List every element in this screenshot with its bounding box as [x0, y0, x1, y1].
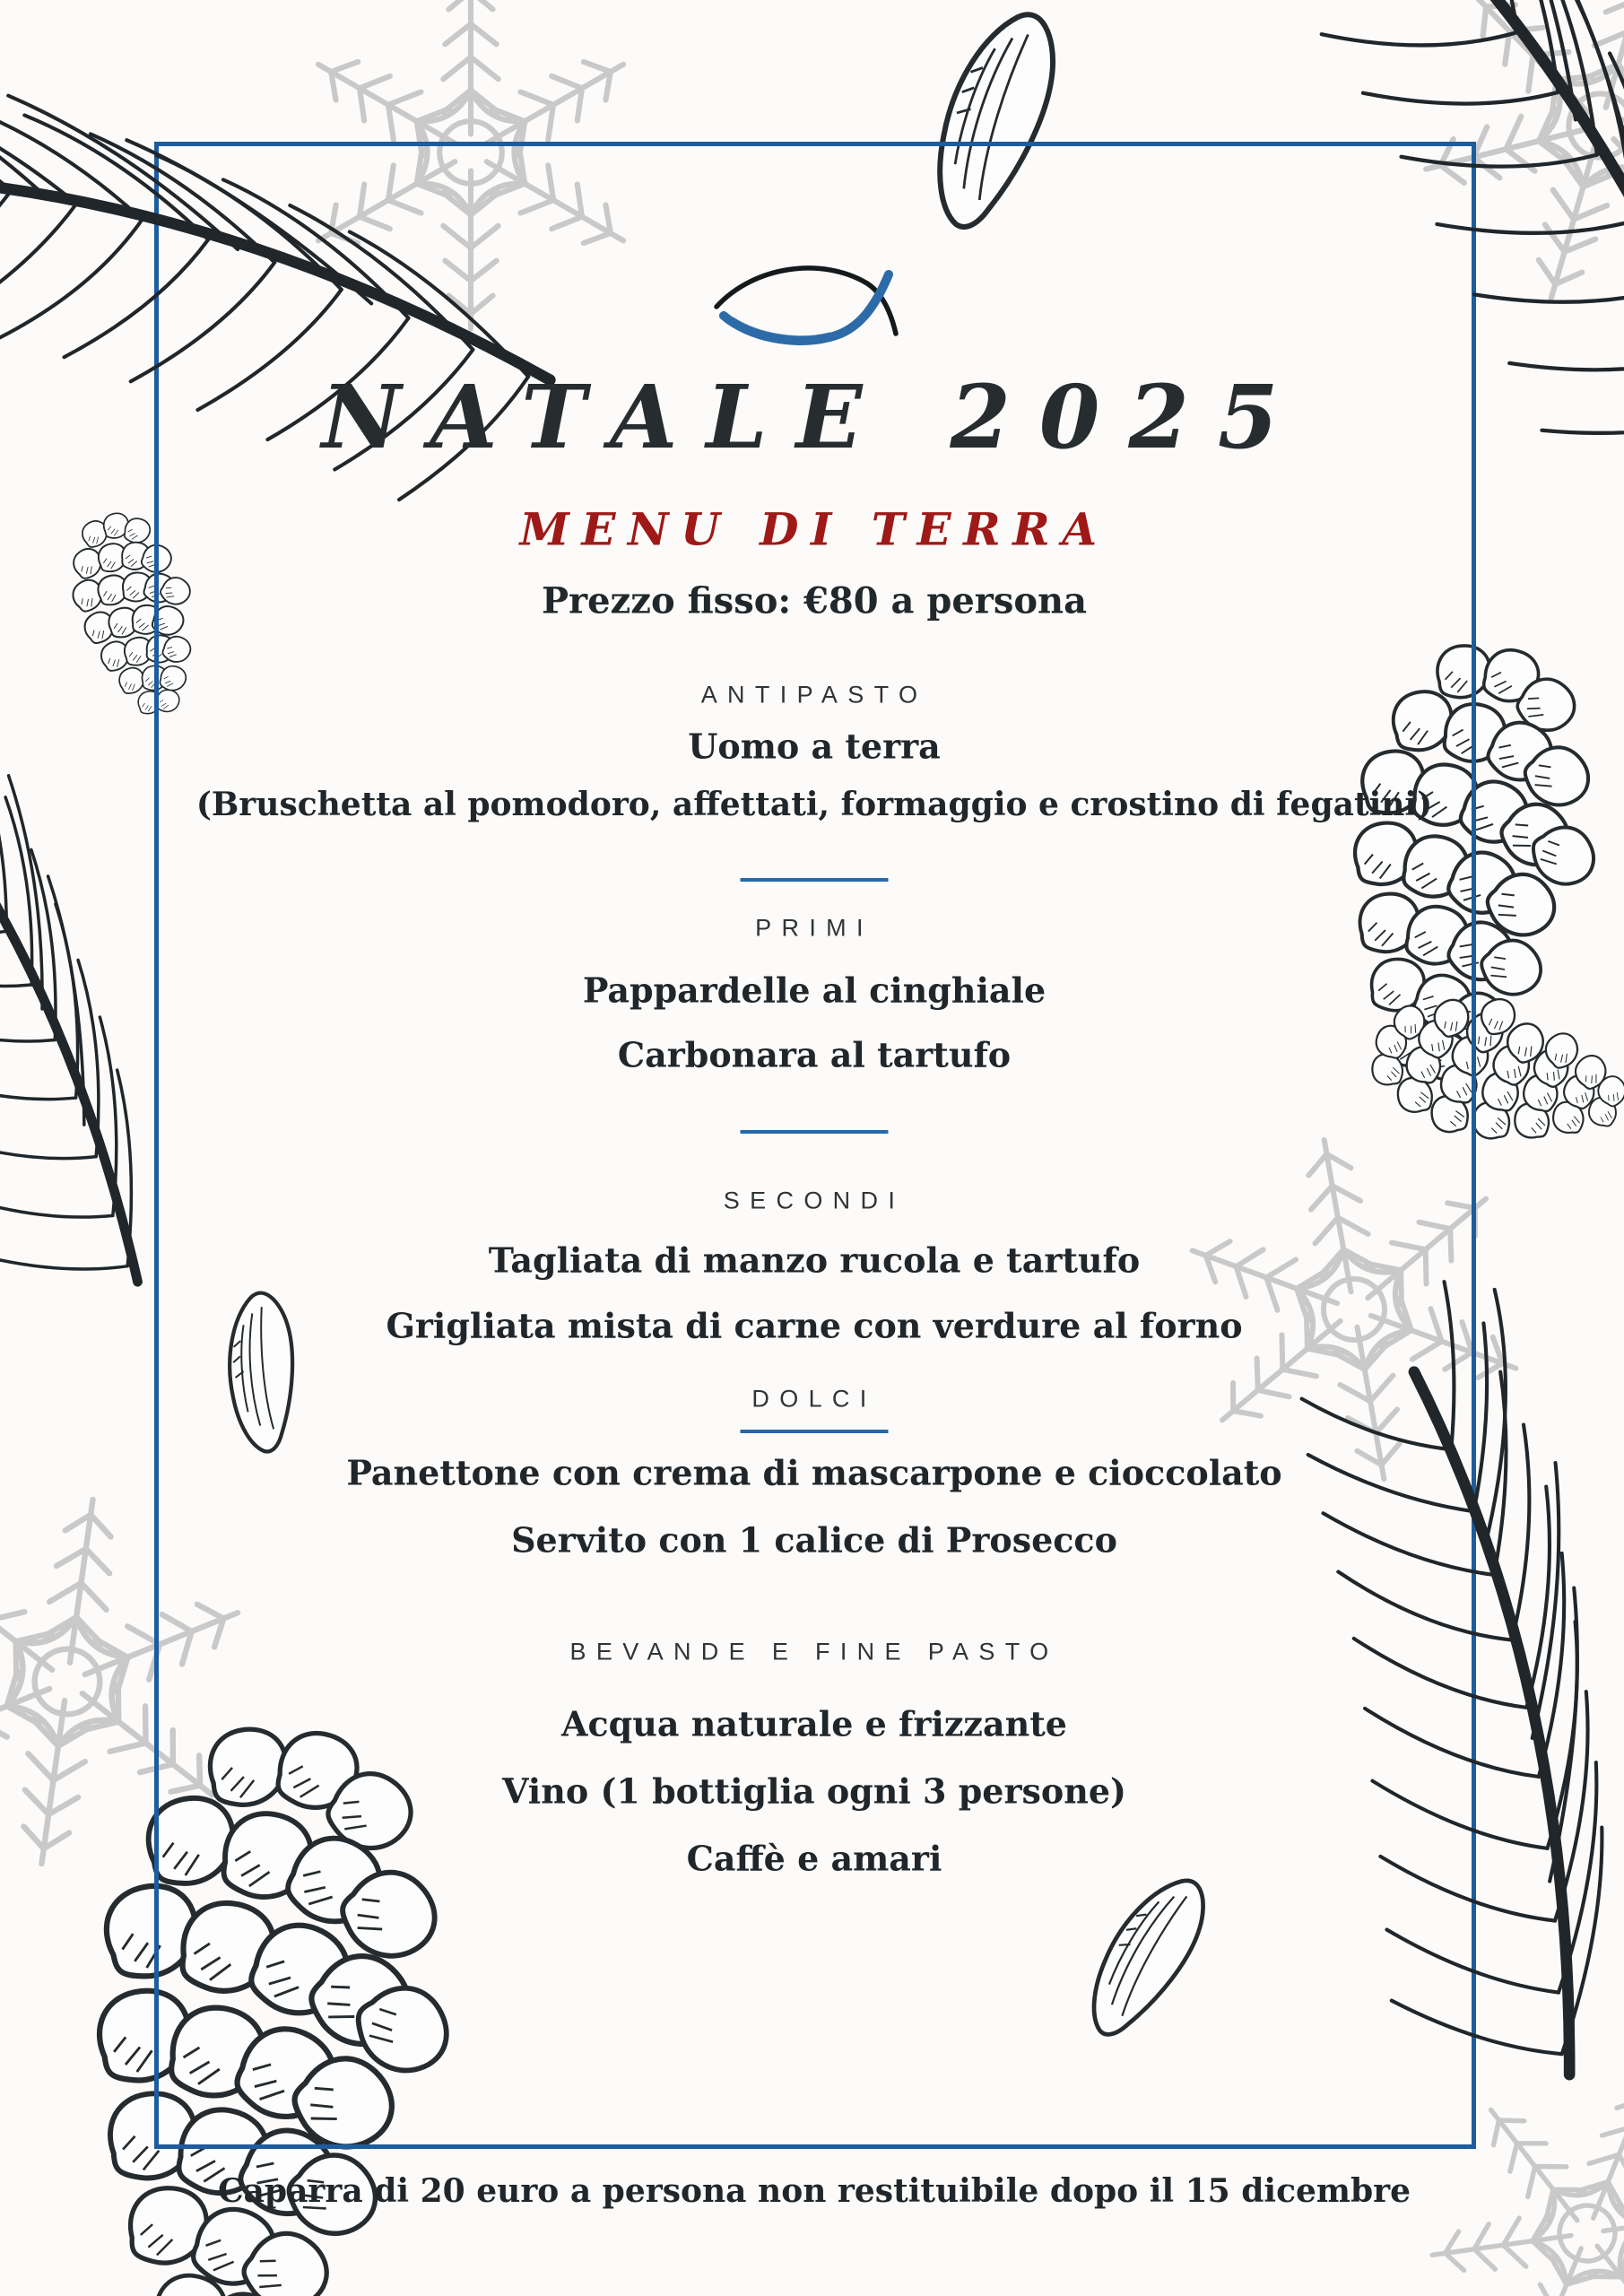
price-note: Prezzo fisso: €80 a persona — [541, 579, 1088, 622]
section-divider — [741, 878, 889, 882]
menu-item: Uomo a terra — [688, 726, 941, 767]
menu-item: Carbonara al tartufo — [617, 1034, 1012, 1075]
section-header-primi: PRIMI — [755, 914, 873, 942]
section-divider — [741, 1430, 889, 1433]
deposit-note: Caparra di 20 euro a persona non restituibile dopo il 15 dicembre — [217, 2172, 1411, 2210]
section-header-bevande: BEVANDE E FINE PASTO — [569, 1638, 1059, 1665]
menu-item: Servito con 1 calice di Prosecco — [511, 1519, 1117, 1561]
menu-item: Vino (1 bottiglia ogni 3 persone) — [501, 1770, 1127, 1812]
section-header-antipasto: ANTIPASTO — [700, 681, 928, 709]
fish-logo-icon — [711, 251, 917, 359]
menu-item: Caffè e amari — [686, 1838, 942, 1879]
menu-item: Panettone con crema di mascarpone e cioccolato — [346, 1452, 1282, 1493]
menu-item: Tagliata di manzo rucola e tartufo — [488, 1239, 1141, 1281]
section-header-secondi: SECONDI — [723, 1187, 906, 1214]
page-subtitle: MENU DI TERRA — [519, 502, 1109, 556]
menu-item: Acqua naturale e frizzante — [561, 1703, 1067, 1744]
menu-item-detail: (Bruschetta al pomodoro, affettati, formaggio e crostino di fegatini) — [195, 786, 1433, 823]
page-title: NATALE 2025 — [321, 366, 1307, 468]
menu-item: Grigliata mista di carne con verdure al forno — [386, 1305, 1243, 1346]
section-header-dolci: DOLCI — [751, 1385, 877, 1413]
section-divider — [741, 1130, 889, 1134]
menu-item: Pappardelle al cinghiale — [582, 970, 1046, 1011]
